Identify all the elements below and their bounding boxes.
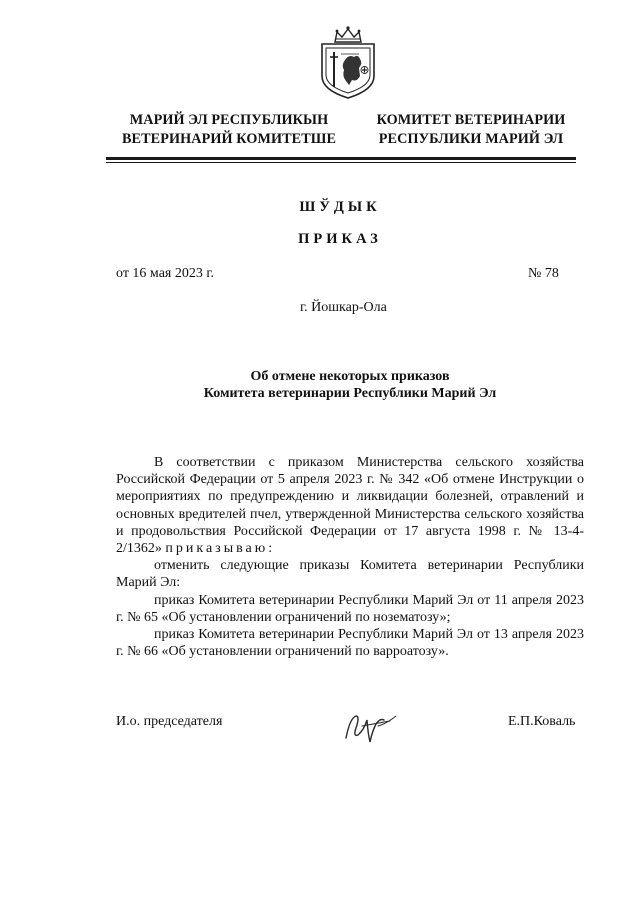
header-org-mari-line1: МАРИЙ ЭЛ РЕСПУБЛИКЫН <box>129 112 329 128</box>
header-org-mari-line2: ВЕТЕРИНАРИЙ КОМИТЕТШЕ <box>121 131 337 147</box>
order-subject <box>100 368 600 402</box>
doc-title-mari: ШЎДЫК <box>299 199 381 215</box>
signatory-name: Е.П.Коваль <box>508 714 576 729</box>
signatory-role: И.о. председателя <box>116 714 223 729</box>
body-paragraph-order-65: приказ Комитета ветеринарии Республики Марий Эл от 11 апреля 2023 г. № 65 «Об установлении ограничений по нозематозу»; <box>116 592 584 625</box>
header-org-russian-line2: РЕСПУБЛИКИ МАРИЙ ЭЛ <box>378 131 564 147</box>
coat-of-arms-icon <box>319 24 377 100</box>
body-paragraph-cancel: отменить следующие приказы Комитета ветеринарии Республики Марий Эл: <box>116 558 584 591</box>
order-date: от 16 мая 2023 г. <box>116 266 215 281</box>
header-org-russian <box>366 111 576 149</box>
order-subject-line2: Комитета ветеринарии Республики Марий Эл <box>203 386 497 401</box>
order-city: г. Йошкар-Ола <box>300 300 387 315</box>
body-order-word: приказываю: <box>165 541 276 557</box>
header-org-mari <box>108 111 350 149</box>
body-basis-text: В соответствии с приказом Министерства сельского хозяйства Российской Федерации от 5 апреля 2023 г. № 342 «Об отмене Инструкции о мероприятиях по предупреждению и ликвидации болезней, отравлений и основных вредителей пчел, утвержденной Министерства сельского хозяйства и продовольствия Российской Федерации от 17 августа 1998 г. № 13-4-2/1362» <box>116 455 584 557</box>
body-paragraph-order-66: приказ Комитета ветеринарии Республики Марий Эл от 13 апреля 2023 г. № 66 «Об установлении ограничений по варроатозу». <box>116 627 584 660</box>
header-divider-thin <box>106 162 576 163</box>
order-body <box>116 454 584 660</box>
body-paragraph-basis <box>116 454 584 557</box>
header-org-russian-line1: КОМИТЕТ ВЕТЕРИНАРИИ <box>376 112 566 128</box>
order-number: № 78 <box>528 266 559 281</box>
header-divider-thick <box>106 157 576 160</box>
order-subject-line1: Об отмене некоторых приказов <box>250 369 450 384</box>
handwritten-signature-icon <box>340 704 402 748</box>
doc-title-russian: ПРИКАЗ <box>298 231 382 247</box>
